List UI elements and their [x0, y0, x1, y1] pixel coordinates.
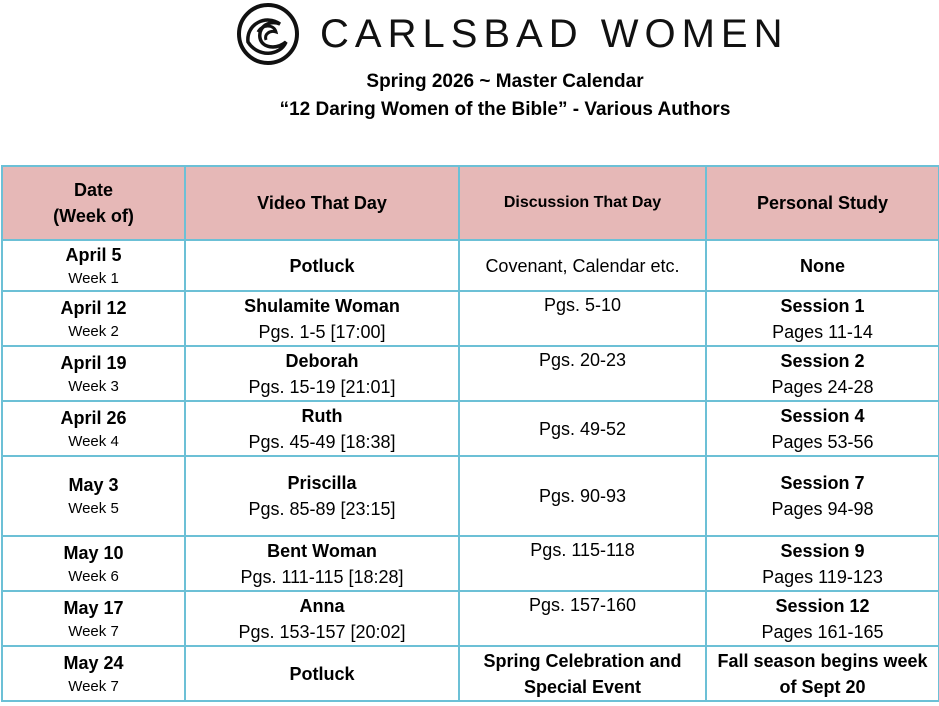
- video-title: Deborah: [285, 350, 359, 371]
- video-cell: [185, 536, 459, 591]
- video-title: Anna: [299, 595, 345, 616]
- study-session: Session 9: [780, 540, 865, 561]
- video-cell: [185, 240, 459, 291]
- study-pages: Pages 53-56: [771, 431, 874, 452]
- week-label: Week 4: [68, 432, 119, 450]
- study-cell: [706, 240, 939, 291]
- table-header-row: [2, 166, 939, 240]
- video-cell: [185, 291, 459, 346]
- study-pages: Pages 94-98: [771, 499, 874, 519]
- header-line: Date: [73, 180, 113, 200]
- week-label: Week 3: [68, 377, 119, 395]
- study-cell: [706, 536, 939, 591]
- discussion-cell: [459, 646, 706, 701]
- date-cell: [2, 456, 185, 536]
- video-pages: Pgs. 85-89 [23:15]: [248, 499, 396, 519]
- video-cell: [185, 401, 459, 456]
- column-header-study: Personal Study: [706, 166, 939, 240]
- discussion: Pgs. 157-160: [528, 595, 637, 615]
- discussion: Pgs. 49-52: [538, 418, 627, 439]
- table-row: [2, 291, 939, 346]
- study-pages: Pages 161-165: [761, 621, 884, 642]
- brand-name: CARLSBAD WOMEN: [320, 11, 789, 56]
- video-title: Priscilla: [287, 473, 357, 493]
- week-label: Week 6: [68, 567, 119, 585]
- logo: [236, 2, 789, 66]
- study-cell: [706, 291, 939, 346]
- video-pages: Pgs. 15-19 [21:01]: [248, 376, 396, 397]
- date: April 12: [60, 297, 127, 318]
- study-session: Session 2: [780, 350, 865, 371]
- video-pages: Pgs. 153-157 [20:02]: [238, 621, 406, 642]
- video-title: Ruth: [301, 405, 343, 426]
- study-session: Fall season begins week of Sept 20: [717, 650, 928, 697]
- video-title: Bent Woman: [267, 540, 377, 561]
- table-row: [2, 346, 939, 401]
- discussion-cell: [459, 591, 706, 646]
- page-title: Spring 2026 ~ Master Calendar: [366, 71, 644, 92]
- discussion: Spring Celebration and Special Event: [483, 650, 682, 697]
- video-pages: Pgs. 45-49 [18:38]: [248, 431, 396, 452]
- date: May 10: [63, 542, 124, 563]
- date-cell: [2, 346, 185, 401]
- column-header-discussion: Discussion That Day: [459, 166, 706, 240]
- date: May 24: [63, 652, 124, 673]
- date-cell: [2, 291, 185, 346]
- table-row: [2, 456, 939, 536]
- week-label: Week 7: [68, 677, 119, 695]
- study-session: Session 4: [780, 405, 865, 426]
- study-cell: [706, 591, 939, 646]
- table-row: [2, 536, 939, 591]
- date: May 17: [63, 597, 124, 618]
- week-label: Week 1: [68, 269, 119, 287]
- date-cell: [2, 591, 185, 646]
- video-title: Potluck: [289, 663, 355, 684]
- discussion-cell: [459, 240, 706, 291]
- table-row: [2, 646, 939, 701]
- discussion-cell: [459, 401, 706, 456]
- discussion: Pgs. 20-23: [538, 350, 627, 370]
- discussion-cell: [459, 346, 706, 401]
- header-line: (Week of): [53, 206, 134, 226]
- week-label: Week 7: [68, 622, 119, 640]
- discussion: Pgs. 90-93: [538, 486, 627, 506]
- study-session: Session 1: [780, 295, 865, 316]
- study-pages: Pages 24-28: [771, 376, 874, 397]
- table-row: [2, 240, 939, 291]
- study-pages: Pages 119-123: [762, 566, 883, 587]
- study-session: Session 7: [780, 473, 865, 493]
- video-cell: [185, 591, 459, 646]
- study-cell: [706, 401, 939, 456]
- discussion: Covenant, Calendar etc.: [485, 255, 680, 276]
- date-cell: [2, 240, 185, 291]
- date-cell: [2, 646, 185, 701]
- date: April 5: [65, 244, 122, 265]
- wave-logo-icon: [236, 2, 300, 66]
- video-cell: [185, 346, 459, 401]
- column-header-date: [2, 166, 185, 240]
- date: April 26: [60, 407, 127, 428]
- video-cell: [185, 456, 459, 536]
- discussion: Pgs. 5-10: [543, 295, 622, 315]
- week-label: Week 5: [68, 500, 119, 517]
- discussion-cell: [459, 291, 706, 346]
- table-row: [2, 401, 939, 456]
- discussion: Pgs. 115-118: [530, 540, 635, 560]
- calendar-table: [1, 165, 939, 702]
- date: May 3: [68, 475, 119, 495]
- column-header-video: Video That Day: [185, 166, 459, 240]
- study-session: Session 12: [775, 595, 870, 616]
- video-pages: Pgs. 111-115 [18:28]: [240, 566, 404, 587]
- study-pages: Pages 11-14: [772, 321, 873, 342]
- table-row: [2, 591, 939, 646]
- video-cell: [185, 646, 459, 701]
- discussion-cell: [459, 536, 706, 591]
- page-subtitle: “12 Daring Women of the Bible” - Various Authors: [279, 99, 731, 120]
- study-cell: [706, 346, 939, 401]
- date: April 19: [60, 352, 127, 373]
- date-cell: [2, 401, 185, 456]
- study-session: None: [800, 255, 845, 276]
- study-cell: [706, 456, 939, 536]
- discussion-cell: [459, 456, 706, 536]
- video-title: Potluck: [289, 255, 355, 276]
- week-label: Week 2: [68, 322, 119, 340]
- video-title: Shulamite Woman: [244, 295, 400, 316]
- video-pages: Pgs. 1-5 [17:00]: [258, 321, 386, 342]
- study-cell: [706, 646, 939, 701]
- date-cell: [2, 536, 185, 591]
